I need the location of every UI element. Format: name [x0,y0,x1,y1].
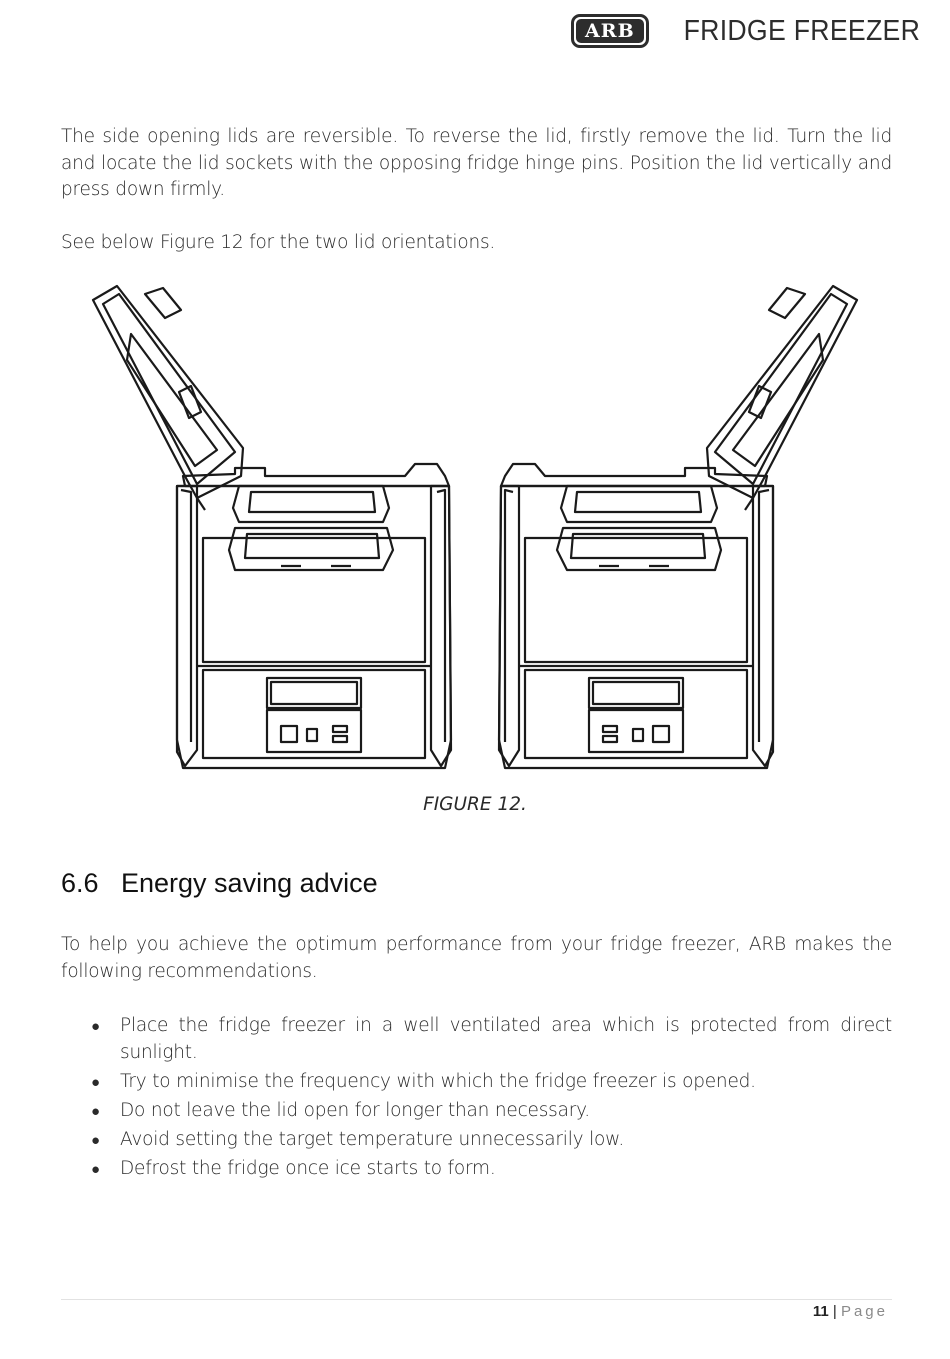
footer-separator: | [832,1303,837,1320]
figure-12-illustration [85,280,865,780]
list-item [61,1127,892,1154]
page-word: Page [840,1303,888,1320]
page-footer [813,1303,888,1320]
arb-logo-text: ARB [576,19,644,43]
bullet-icon: ● [91,1101,100,1120]
list-item [61,1013,892,1066]
footer-divider [61,1299,892,1300]
section-intro-paragraph: To help you achieve the optimum performance from your fridge freezer, ARB makes the following recommendations. [61,934,892,982]
list-item-text: Place the fridge freezer in a well ventilated area which is protected from direct sunlight. [120,1015,892,1063]
list-item [61,1156,892,1183]
section-title: Energy saving advice [121,868,378,898]
page-header [571,14,920,48]
bullet-icon: ● [91,1130,100,1149]
section-heading [61,868,378,899]
bullet-icon: ● [91,1159,100,1178]
section-number: 6.6 [61,868,99,898]
figure-reference-paragraph: See below Figure 12 for the two lid orientations. [61,232,496,253]
lid-reverse-paragraph: The side opening lids are reversible. To reverse the lid, firstly remove the lid. Turn the lid and locate the lid sockets with the opposing fridge hinge pins. Position the lid vertically and press down firmly. [61,126,892,200]
list-item-text: Avoid setting the target temperature unnecessarily low. [120,1128,625,1150]
arb-logo [571,14,649,48]
list-item-text: Do not leave the lid open for longer than necessary. [120,1099,590,1121]
recommendation-list [61,1013,892,1185]
list-item [61,1069,892,1096]
list-item-text: Try to minimise the frequency with which the fridge freezer is opened. [120,1070,756,1092]
list-item-text: Defrost the fridge once ice starts to form. [120,1157,496,1179]
bullet-icon: ● [91,1017,100,1035]
fridge-left-lid-open [93,286,451,768]
bullet-icon: ● [91,1072,100,1091]
page-number: 11 [812,1303,829,1320]
fridge-right-lid-open [499,286,857,768]
list-item [61,1098,892,1125]
header-title: FRIDGE FREEZER [683,14,920,47]
figure-caption: FIGURE 12. [423,794,527,815]
